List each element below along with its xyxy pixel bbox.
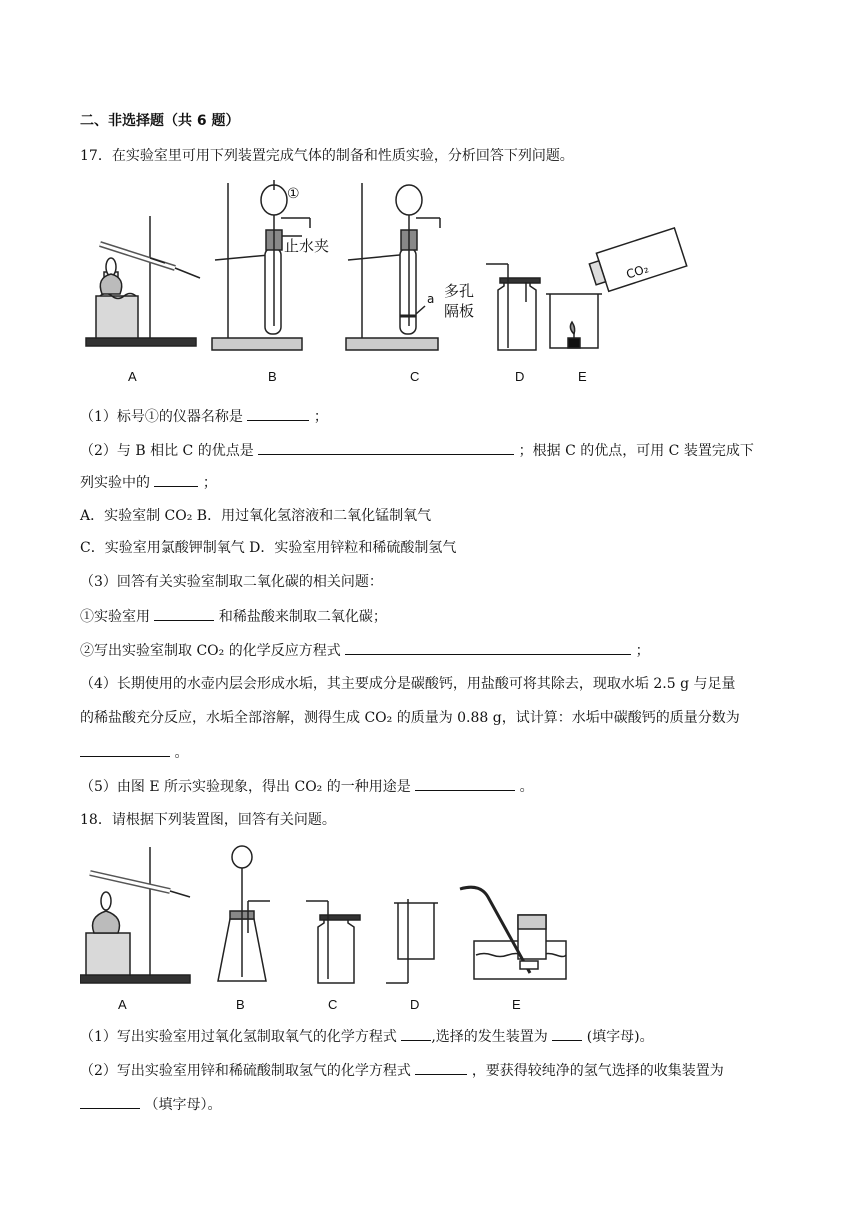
q18-answer-blank-1[interactable]: [401, 1026, 431, 1041]
q17-figure: [80, 178, 700, 388]
q18-label-d: D: [410, 997, 420, 1012]
q17-apparatus-a: [86, 216, 200, 346]
q17-apparatus-e: [546, 228, 687, 348]
q17-part-4-line-2: 的稀盐酸充分反应，水垢全部溶解，测得生成 CO₂ 的质量为 0.88 g，试计算：水垢中碳酸钙的质量分数为: [80, 710, 740, 726]
q17-porous-label-1: 多孔: [444, 282, 475, 300]
q17-part-2-cont: 列实验中的 ；: [80, 472, 800, 493]
q17-a-label: a: [427, 292, 435, 306]
q18-label-c: C: [328, 997, 338, 1012]
q17-apparatus-b: [212, 180, 310, 350]
q17-label-c: C: [410, 369, 420, 384]
q17-label-d: D: [515, 369, 525, 384]
q17-mark-1: ①: [287, 186, 300, 202]
q17-answer-blank-6[interactable]: [80, 742, 170, 757]
q18-answer-blank-3[interactable]: [415, 1060, 467, 1075]
q17-apparatus-diagram: [80, 178, 700, 388]
q18-apparatus-c: [306, 901, 360, 983]
q18-answer-blank-4[interactable]: [80, 1094, 140, 1109]
q17-label-e: E: [578, 369, 587, 384]
q18-stem: 18．请根据下列装置图，回答有关问题。: [80, 812, 336, 828]
q18-figure-text: [118, 997, 521, 1012]
q17-porous-label-2: 隔板: [444, 302, 475, 320]
q18-label-b: B: [236, 997, 245, 1012]
q17-options-cd: C．实验室用氯酸钾制氧气 D．实验室用锌粒和稀硫酸制氢气: [80, 540, 457, 556]
q18-part-2: （2）写出实验室用锌和稀硫酸制取氢气的化学方程式 ，要获得较纯净的氢气选择的收集装置为: [80, 1060, 800, 1081]
q18-part-2-cont: （填字母）。: [80, 1094, 800, 1115]
q18-figure: [80, 843, 600, 1018]
q17-part-4-line-1: （4）长期使用的水壶内层会形成水垢，其主要成分是碳酸钙，用盐酸可将其除去，现取水垢 2.5 g 与足量: [80, 676, 736, 692]
q18-part-1: （1）写出实验室用过氧化氢制取氧气的化学方程式 ,选择的发生装置为 (填字母)。: [80, 1026, 800, 1047]
q18-answer-blank-2[interactable]: [552, 1026, 582, 1041]
q17-options-ab: A．实验室制 CO₂ B．用过氧化氢溶液和二氧化锰制氧气: [80, 508, 432, 524]
q17-answer-blank-7[interactable]: [415, 776, 515, 791]
q17-co2-label: CO₂: [624, 261, 651, 282]
q17-figure-text: [128, 186, 650, 384]
q17-part-2: （2）与 B 相比 C 的优点是 ；根据 C 的优点，可用 C 装置完成下: [80, 440, 800, 461]
q17-answer-blank-1[interactable]: [247, 406, 309, 421]
q17-answer-blank-2[interactable]: [258, 440, 514, 455]
q17-clamp-label: 止水夹: [284, 237, 330, 255]
q17-apparatus-c: [346, 183, 440, 350]
q18-apparatus-a: [80, 847, 190, 983]
q18-apparatus-diagram: [80, 843, 600, 1018]
q18-label-e: E: [512, 997, 521, 1012]
q17-part-3: （3）回答有关实验室制取二氧化碳的相关问题：: [80, 574, 383, 590]
q17-part-4-line-3: 。: [80, 742, 800, 763]
q17-stem: 17．在实验室里可用下列装置完成气体的制备和性质实验，分析回答下列问题。: [80, 148, 574, 164]
q18-apparatus-d: [386, 899, 438, 983]
q17-label-a: A: [128, 369, 137, 384]
q17-apparatus-d: [486, 264, 540, 350]
q17-part-1: （1）标号①的仪器名称是 ；: [80, 406, 800, 427]
q17-part-3-2: ②写出实验室制取 CO₂ 的化学反应方程式 ；: [80, 640, 800, 661]
q17-answer-blank-3[interactable]: [154, 472, 198, 487]
q18-label-a: A: [118, 997, 127, 1012]
q17-answer-blank-5[interactable]: [345, 640, 631, 655]
q17-part-5: （5）由图 E 所示实验现象，得出 CO₂ 的一种用途是 。: [80, 776, 800, 797]
section-title: 二、非选择题（共 6 题）: [80, 113, 240, 129]
q17-part-3-1: ①实验室用 和稀盐酸来制取二氧化碳；: [80, 606, 800, 627]
q17-answer-blank-4[interactable]: [154, 606, 214, 621]
q18-apparatus-b: [218, 846, 270, 981]
q17-label-b: B: [268, 369, 277, 384]
q18-apparatus-e: [460, 887, 566, 979]
